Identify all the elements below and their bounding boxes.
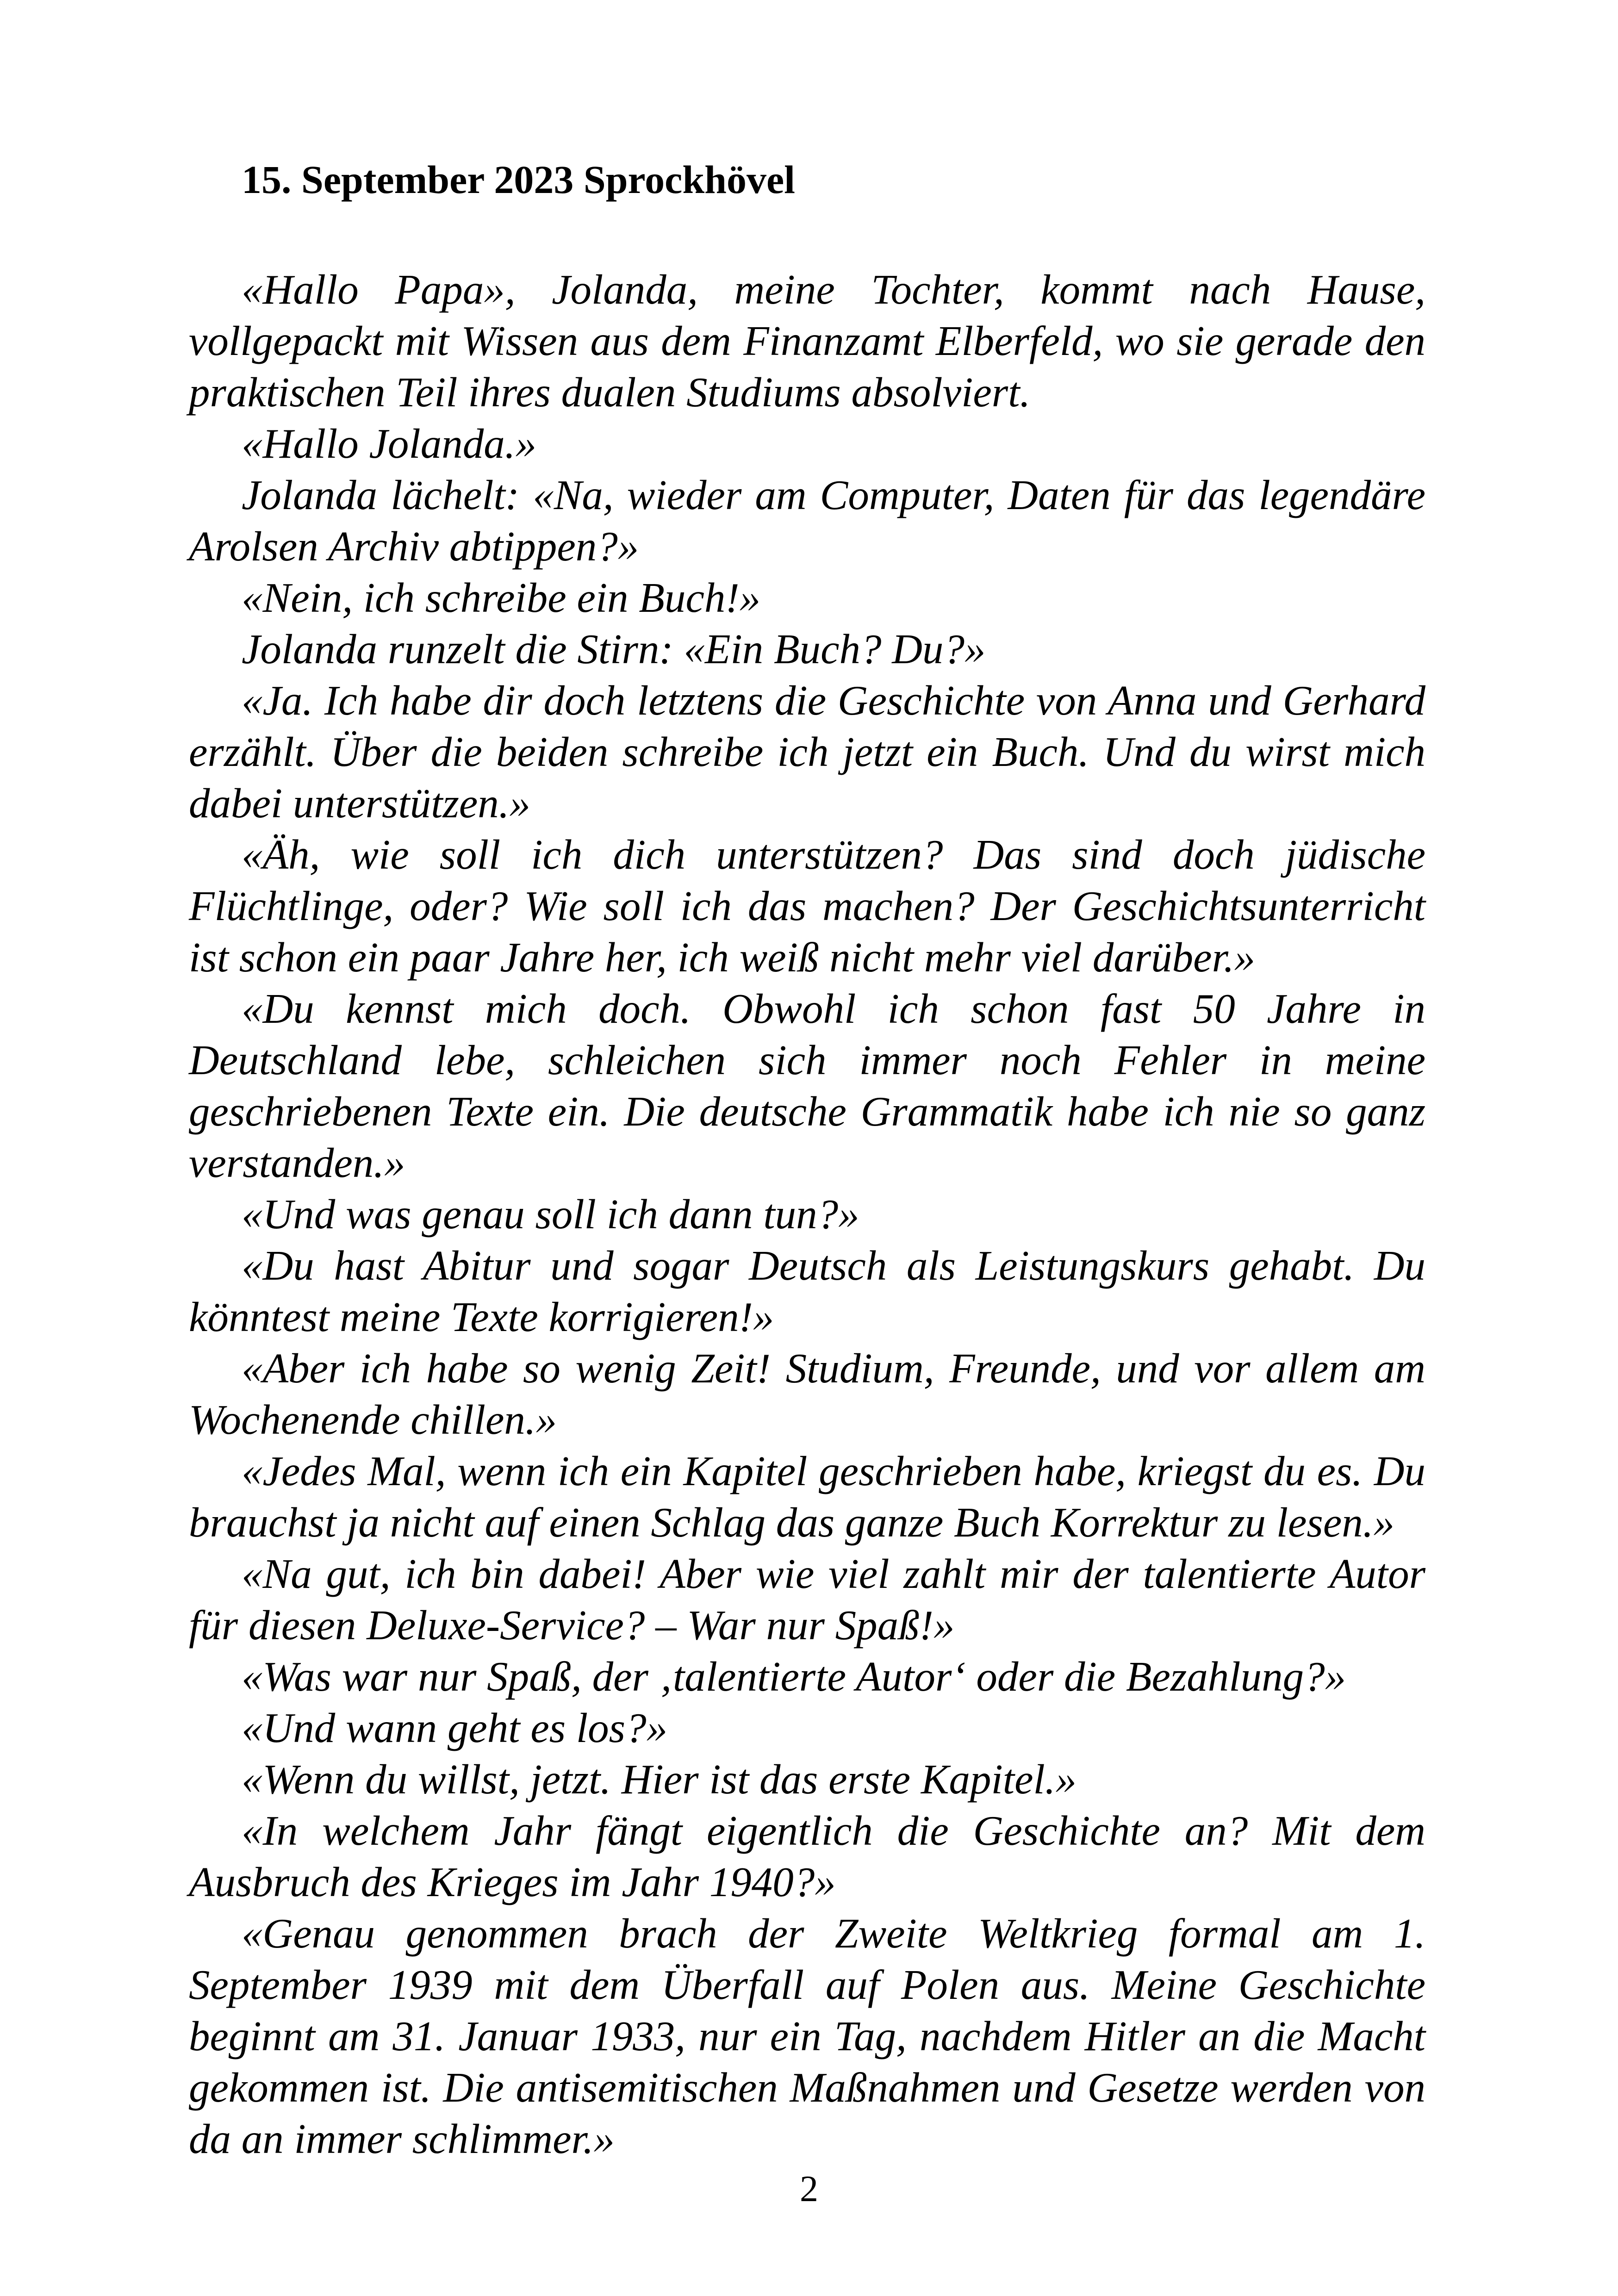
chapter-heading: 15. September 2023 Sprockhövel [242, 157, 796, 202]
paragraph: «Wenn du willst, jetzt. Hier ist das erste Kapitel.» [242, 1756, 1077, 1803]
paragraph: «Genau genommen brach der Zweite Weltkrieg formal am 1. September 1939 mit dem Überfall auf Polen aus. Meine Geschichte beginnt am 31. Januar 1933, nur ein Tag, nachdem Hitler an die Macht gekommen ist. Die antisemitischen Maßnahmen und Gesetze werden von da an immer schlimmer.» [189, 1910, 1425, 2162]
paragraph: Jolanda lächelt: «Na, wieder am Computer, Daten für das legendäre Arolsen Archiv abtippen?» [189, 472, 1425, 570]
paragraph: «Äh, wie soll ich dich unterstützen? Das sind doch jüdische Flüchtlinge, oder? Wie soll ich das machen? Der Geschichtsunterricht ist schon ein paar Jahre her, ich weiß nicht mehr viel darüber.» [189, 831, 1425, 981]
paragraph: «Und was genau soll ich dann tun?» [242, 1191, 859, 1238]
paragraph: «Was war nur Spaß, der ‚talentierte Autor‘ oder die Bezahlung?» [242, 1653, 1346, 1700]
paragraph: «In welchem Jahr fängt eigentlich die Geschichte an? Mit dem Ausbruch des Krieges im Jahr 1940?» [189, 1807, 1425, 1905]
paragraph: «Na gut, ich bin dabei! Aber wie viel zahlt mir der talentierte Autor für diesen Deluxe-Service? – War nur Spaß!» [189, 1550, 1425, 1649]
paragraph: «Hallo Papa», Jolanda, meine Tochter, kommt nach Hause, vollgepackt mit Wissen aus dem Finanzamt Elberfeld, wo sie gerade den praktischen Teil ihres dualen Studiums absolviert. [189, 266, 1425, 416]
paragraph: «Und wann geht es los?» [242, 1705, 668, 1751]
body-text [189, 264, 1425, 2165]
paragraph: «Aber ich habe so wenig Zeit! Studium, Freunde, und vor allem am Wochenende chillen.» [189, 1345, 1425, 1443]
paragraph: «Hallo Jolanda.» [242, 420, 536, 467]
paragraph: «Jedes Mal, wenn ich ein Kapitel geschrieben habe, kriegst du es. Du brauchst ja nicht auf einen Schlag das ganze Buch Korrektur zu lesen.» [189, 1448, 1425, 1546]
paragraph: «Du kennst mich doch. Obwohl ich schon fast 50 Jahre in Deutschland lebe, schleichen sich immer noch Fehler in meine geschriebenen Texte ein. Die deutsche Grammatik habe ich nie so ganz verstanden.» [189, 985, 1425, 1186]
paragraph: Jolanda runzelt die Stirn: «Ein Buch? Du?» [242, 626, 986, 672]
paragraph: «Nein, ich schreibe ein Buch!» [242, 574, 761, 621]
paragraph: «Ja. Ich habe dir doch letztens die Geschichte von Anna und Gerhard erzählt. Über die beiden schreibe ich jetzt ein Buch. Und du wirst mich dabei unterstützen.» [189, 677, 1425, 827]
page-number: 2 [800, 2169, 818, 2209]
paragraph: «Du hast Abitur und sogar Deutsch als Leistungskurs gehabt. Du könntest meine Texte korrigieren!» [189, 1242, 1425, 1340]
